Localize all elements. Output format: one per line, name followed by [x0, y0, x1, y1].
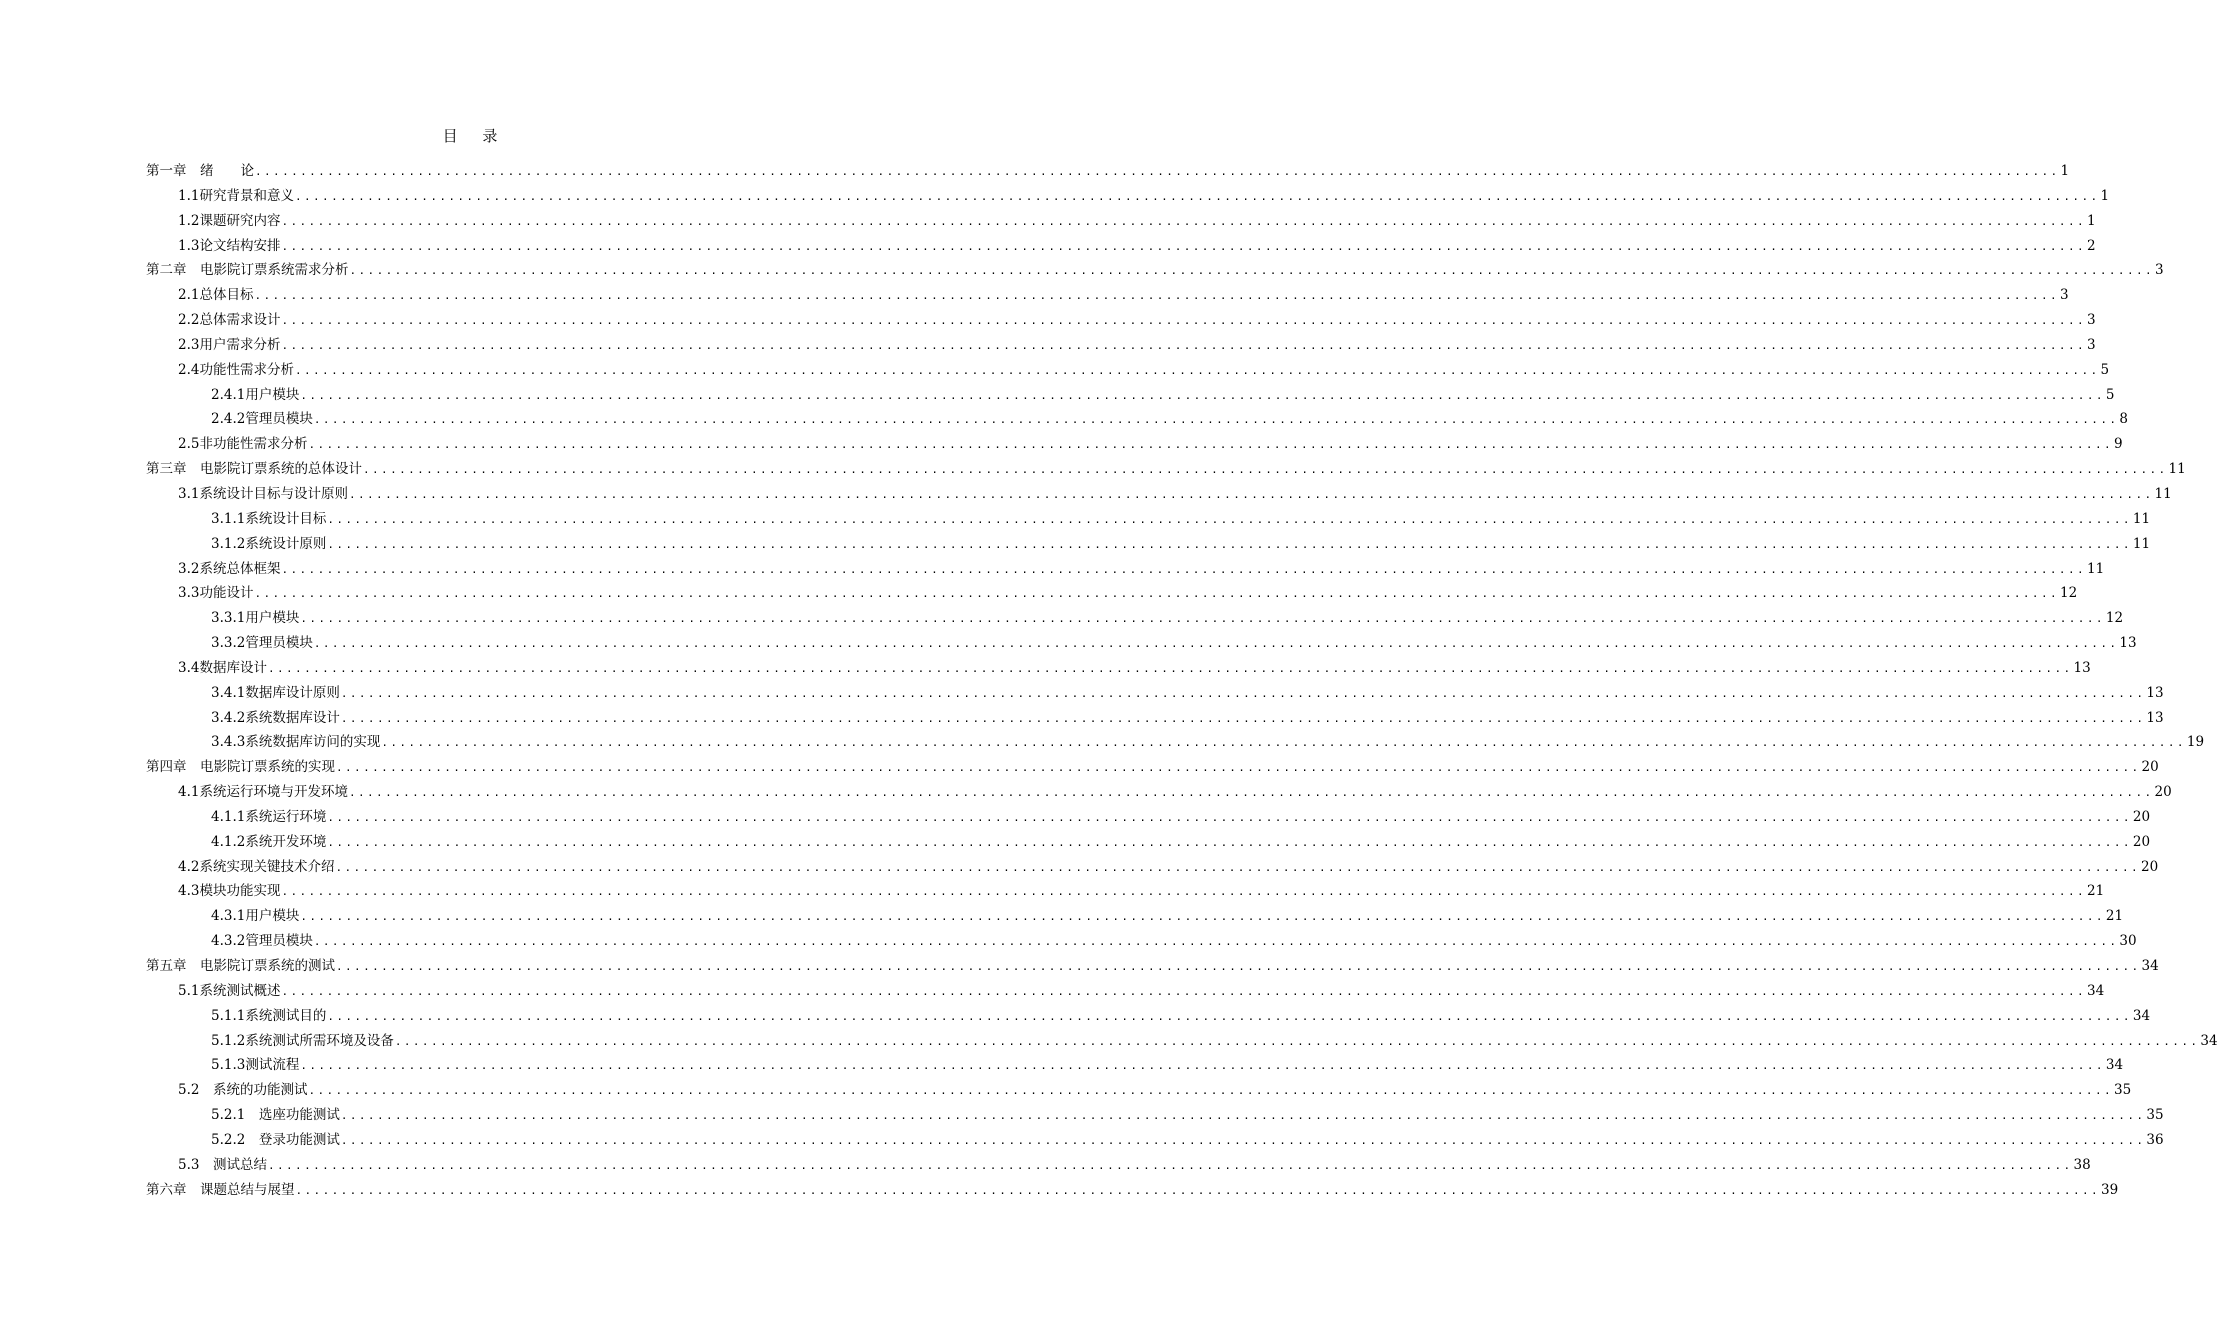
toc-entry-page-number: 35 — [2114, 1082, 2132, 1099]
toc-entry[interactable] — [146, 333, 2096, 358]
toc-dot-leader: ........................................................................................................................................................................................................ — [313, 413, 2119, 427]
toc-entry-page-number: 20 — [2141, 858, 2159, 875]
toc-entry-label: 2.4.1用户模块 — [211, 386, 300, 403]
toc-entry-label: 3.1系统设计目标与设计原则 — [178, 485, 348, 502]
toc-dot-leader: ........................................................................................................................................................................................................ — [335, 860, 2140, 874]
toc-entry-page-number: 20 — [2141, 759, 2159, 776]
toc-dot-leader: ........................................................................................................................................................................................................ — [281, 562, 2086, 576]
toc-entry-page-number: 11 — [2132, 510, 2151, 527]
toc-entry[interactable] — [146, 457, 2186, 482]
toc-entry-label: 2.5非功能性需求分析 — [178, 436, 308, 453]
toc-entry-label: 5.2.1 选座功能测试 — [211, 1107, 340, 1124]
toc-dot-leader: ........................................................................................................................................................................................................ — [300, 910, 2105, 924]
toc-dot-leader: ........................................................................................................................................................................................................ — [254, 289, 2059, 303]
toc-entry-page-number: 34 — [2105, 1057, 2124, 1074]
toc-entry[interactable] — [146, 979, 2105, 1004]
toc-list — [146, 159, 2218, 1202]
toc-entry-page-number: 19 — [2186, 734, 2205, 751]
toc-entry-label: 1.2课题研究内容 — [178, 212, 281, 229]
toc-entry-label: 4.1系统运行环境与开发环境 — [178, 784, 348, 801]
toc-entry-page-number: 34 — [2200, 1032, 2218, 1049]
toc-entry-label: 4.3.2管理员模块 — [211, 933, 313, 950]
toc-entry[interactable] — [146, 209, 2096, 234]
toc-entry-label: 3.4数据库设计 — [178, 659, 267, 676]
toc-dot-leader: ........................................................................................................................................................................................................ — [308, 438, 2113, 452]
toc-entry-label: 1.3论文结构安排 — [178, 237, 281, 254]
toc-entry-page-number: 13 — [2073, 659, 2091, 676]
toc-entry-page-number: 34 — [2141, 958, 2159, 974]
toc-entry-page-number: 12 — [2060, 585, 2078, 602]
toc-entry-page-number: 8 — [2119, 411, 2128, 428]
toc-dot-leader: ........................................................................................................................................................................................................ — [340, 686, 2146, 700]
toc-entry-label: 3.4.2系统数据库设计 — [211, 709, 340, 726]
toc-entry[interactable] — [146, 830, 2151, 855]
toc-entry-label: 5.1.1系统测试目的 — [211, 1007, 327, 1024]
toc-entry-label: 3.2系统总体框架 — [178, 560, 281, 577]
toc-entry-label: 第六章 课题总结与展望 — [146, 1181, 295, 1198]
toc-entry-page-number: 20 — [2132, 808, 2151, 825]
toc-entry-page-number: 20 — [2154, 784, 2172, 801]
toc-entry-page-number: 12 — [2105, 610, 2124, 627]
toc-entry-label: 2.3用户需求分析 — [178, 336, 281, 353]
toc-entry[interactable] — [146, 1004, 2151, 1029]
toc-entry-page-number: 34 — [2087, 982, 2105, 999]
toc-dot-leader: ........................................................................................................................................................................................................ — [267, 661, 2073, 675]
toc-dot-leader: ........................................................................................................................................................................................................ — [281, 885, 2086, 899]
toc-dot-leader: ........................................................................................................................................................................................................ — [348, 487, 2154, 501]
toc-entry[interactable] — [146, 929, 2137, 954]
toc-entry[interactable] — [146, 358, 2110, 383]
toc-entry[interactable] — [146, 581, 2078, 606]
toc-entry[interactable] — [146, 780, 2172, 805]
toc-entry-label: 5.2 系统的功能测试 — [178, 1082, 308, 1099]
toc-dot-leader: ........................................................................................................................................................................................................ — [340, 1133, 2146, 1147]
toc-dot-leader: ........................................................................................................................................................................................................ — [327, 512, 2132, 526]
toc-entry[interactable] — [146, 954, 2159, 979]
toc-entry-page-number: 11 — [2168, 461, 2186, 478]
toc-dot-leader: ........................................................................................................................................................................................................ — [340, 1109, 2146, 1123]
toc-entry-label: 5.2.2 登录功能测试 — [211, 1131, 340, 1148]
toc-entry-page-number: 1 — [2060, 163, 2070, 179]
toc-dot-leader: ........................................................................................................................................................................................................ — [308, 1084, 2113, 1098]
toc-entry[interactable] — [146, 234, 2096, 259]
toc-entry-label: 4.3模块功能实现 — [178, 883, 281, 900]
toc-entry-page-number: 30 — [2119, 933, 2137, 950]
toc-entry[interactable] — [146, 1103, 2164, 1128]
toc-entry-label: 4.1.2系统开发环境 — [211, 833, 327, 850]
toc-entry-label: 第一章 绪 论 — [146, 163, 254, 179]
toc-entry-label: 第三章 电影院订票系统的总体设计 — [146, 461, 362, 478]
toc-entry[interactable] — [146, 258, 2164, 283]
toc-entry-page-number: 5 — [2105, 386, 2115, 403]
toc-entry[interactable] — [146, 432, 2123, 457]
toc-entry[interactable] — [146, 755, 2159, 780]
toc-entry-page-number: 11 — [2132, 535, 2151, 552]
toc-entry-page-number: 1 — [2100, 187, 2110, 204]
toc-dot-leader: ........................................................................................................................................................................................................ — [327, 810, 2132, 824]
toc-entry-label: 2.4功能性需求分析 — [178, 361, 294, 378]
toc-dot-leader: ........................................................................................................................................................................................................ — [281, 338, 2086, 352]
toc-entry-label: 3.3.1用户模块 — [211, 610, 300, 627]
toc-dot-leader: ........................................................................................................................................................................................................ — [300, 1059, 2105, 1073]
toc-entry-page-number: 13 — [2119, 635, 2137, 652]
toc-dot-leader: ........................................................................................................................................................................................................ — [281, 984, 2086, 998]
toc-entry[interactable] — [146, 283, 2069, 308]
toc-entry-label: 4.1.1系统运行环境 — [211, 808, 327, 825]
toc-entry[interactable] — [146, 1128, 2164, 1153]
toc-dot-leader: ........................................................................................................................................................................................................ — [327, 1009, 2132, 1023]
toc-dot-leader: ........................................................................................................................................................................................................ — [327, 835, 2132, 849]
toc-entry-page-number: 11 — [2154, 485, 2172, 502]
toc-entry[interactable] — [146, 855, 2159, 880]
toc-entry-page-number: 20 — [2132, 833, 2151, 850]
toc-dot-leader: ........................................................................................................................................................................................................ — [349, 264, 2155, 278]
toc-entry-page-number: 3 — [2087, 312, 2096, 329]
toc-dot-leader: ........................................................................................................................................................................................................ — [381, 736, 2186, 750]
toc-dot-leader: ........................................................................................................................................................................................................ — [313, 935, 2119, 949]
toc-entry-label: 3.1.2系统设计原则 — [211, 535, 327, 552]
toc-entry-page-number: 1 — [2087, 212, 2096, 229]
toc-entry-label: 3.4.1数据库设计原则 — [211, 684, 340, 701]
toc-entry[interactable] — [146, 184, 2110, 209]
toc-entry[interactable] — [146, 159, 2070, 184]
toc-entry-page-number: 3 — [2087, 336, 2096, 353]
toc-entry-page-number: 11 — [2087, 560, 2105, 577]
toc-entry-label: 4.3.1用户模块 — [211, 908, 300, 925]
toc-entry[interactable] — [146, 904, 2124, 929]
toc-dot-leader: ........................................................................................................................................................................................................ — [327, 537, 2132, 551]
toc-entry-page-number: 38 — [2073, 1156, 2091, 1173]
toc-entry-page-number: 21 — [2105, 908, 2124, 925]
toc-entry[interactable] — [146, 681, 2164, 706]
toc-entry-label: 3.4.3系统数据库访问的实现 — [211, 734, 381, 751]
toc-entry-label: 第五章 电影院订票系统的测试 — [146, 958, 335, 974]
toc-entry[interactable] — [146, 706, 2164, 731]
toc-dot-leader: ........................................................................................................................................................................................................ — [281, 239, 2086, 253]
toc-entry-page-number: 35 — [2146, 1107, 2164, 1124]
toc-entry-page-number: 5 — [2100, 361, 2110, 378]
toc-title: 目 录 — [442, 127, 508, 145]
toc-entry-label: 第四章 电影院订票系统的实现 — [146, 759, 335, 776]
toc-entry-page-number: 3 — [2060, 287, 2069, 304]
toc-entry-page-number: 13 — [2146, 709, 2164, 726]
toc-entry-label: 1.1研究背景和意义 — [178, 187, 294, 204]
toc-entry-page-number: 39 — [2101, 1181, 2119, 1198]
toc-entry[interactable] — [146, 557, 2105, 582]
toc-dot-leader: ........................................................................................................................................................................................................ — [281, 214, 2086, 228]
toc-dot-leader: ........................................................................................................................................................................................................ — [294, 363, 2100, 377]
toc-entry[interactable] — [146, 1178, 2119, 1203]
toc-entry[interactable] — [146, 308, 2096, 333]
toc-dot-leader: ........................................................................................................................................................................................................ — [363, 463, 2168, 477]
toc-dot-leader: ........................................................................................................................................................................................................ — [348, 786, 2154, 800]
toc-dot-leader: ........................................................................................................................................................................................................ — [294, 189, 2100, 203]
toc-dot-leader: ........................................................................................................................................................................................................ — [394, 1034, 2200, 1048]
toc-entry-page-number: 9 — [2114, 436, 2123, 453]
toc-entry-page-number: 2 — [2087, 237, 2096, 254]
toc-entry-label: 5.3 测试总结 — [178, 1156, 267, 1173]
toc-dot-leader: ........................................................................................................................................................................................................ — [313, 637, 2119, 651]
toc-entry-page-number: 3 — [2155, 262, 2164, 279]
toc-entry-label: 5.1.3测试流程 — [211, 1057, 300, 1074]
toc-entry[interactable] — [146, 631, 2137, 656]
toc-entry[interactable] — [146, 606, 2124, 631]
toc-entry[interactable] — [146, 1029, 2218, 1054]
toc-entry[interactable] — [146, 879, 2105, 904]
toc-entry-page-number: 36 — [2146, 1131, 2164, 1148]
toc-entry-label: 5.1系统测试概述 — [178, 982, 281, 999]
toc-dot-leader: ........................................................................................................................................................................................................ — [267, 1158, 2073, 1172]
toc-entry-label: 4.2系统实现关键技术介绍 — [178, 858, 335, 875]
toc-dot-leader: ........................................................................................................................................................................................................ — [336, 960, 2141, 973]
toc-dot-leader: ........................................................................................................................................................................................................ — [300, 612, 2105, 626]
toc-entry[interactable] — [146, 482, 2172, 507]
toc-entry[interactable] — [146, 1078, 2132, 1103]
toc-entry[interactable] — [146, 407, 2128, 432]
toc-entry[interactable] — [146, 383, 2115, 408]
toc-dot-leader: ........................................................................................................................................................................................................ — [281, 314, 2086, 328]
toc-dot-leader: ........................................................................................................................................................................................................ — [255, 165, 2060, 178]
toc-entry-label: 2.4.2管理员模块 — [211, 411, 313, 428]
toc-entry-page-number: 13 — [2146, 684, 2164, 701]
toc-dot-leader: ........................................................................................................................................................................................................ — [336, 761, 2141, 775]
toc-entry-label: 3.1.1系统设计目标 — [211, 510, 327, 527]
toc-dot-leader: ........................................................................................................................................................................................................ — [340, 711, 2146, 725]
toc-entry-label: 第二章 电影院订票系统需求分析 — [146, 262, 349, 279]
toc-entry[interactable] — [146, 1153, 2091, 1178]
toc-entry-label: 2.1总体目标 — [178, 287, 254, 304]
toc-entry-label: 3.3.2管理员模块 — [211, 635, 313, 652]
toc-entry-label: 3.3功能设计 — [178, 585, 254, 602]
toc-dot-leader: ........................................................................................................................................................................................................ — [300, 388, 2105, 402]
toc-entry-label: 2.2总体需求设计 — [178, 312, 281, 329]
toc-entry[interactable] — [146, 1053, 2124, 1078]
toc-dot-leader: ........................................................................................................................................................................................................ — [295, 1183, 2101, 1197]
toc-entry[interactable] — [146, 507, 2151, 532]
toc-entry-page-number: 21 — [2087, 883, 2105, 900]
toc-dot-leader: ........................................................................................................................................................................................................ — [254, 587, 2059, 601]
toc-entry[interactable] — [146, 656, 2091, 681]
toc-entry-label: 5.1.2系统测试所需环境及设备 — [211, 1032, 394, 1049]
toc-entry[interactable] — [146, 532, 2151, 557]
toc-entry-page-number: 34 — [2132, 1007, 2151, 1024]
toc-entry[interactable] — [146, 730, 2205, 755]
toc-entry[interactable] — [146, 805, 2151, 830]
